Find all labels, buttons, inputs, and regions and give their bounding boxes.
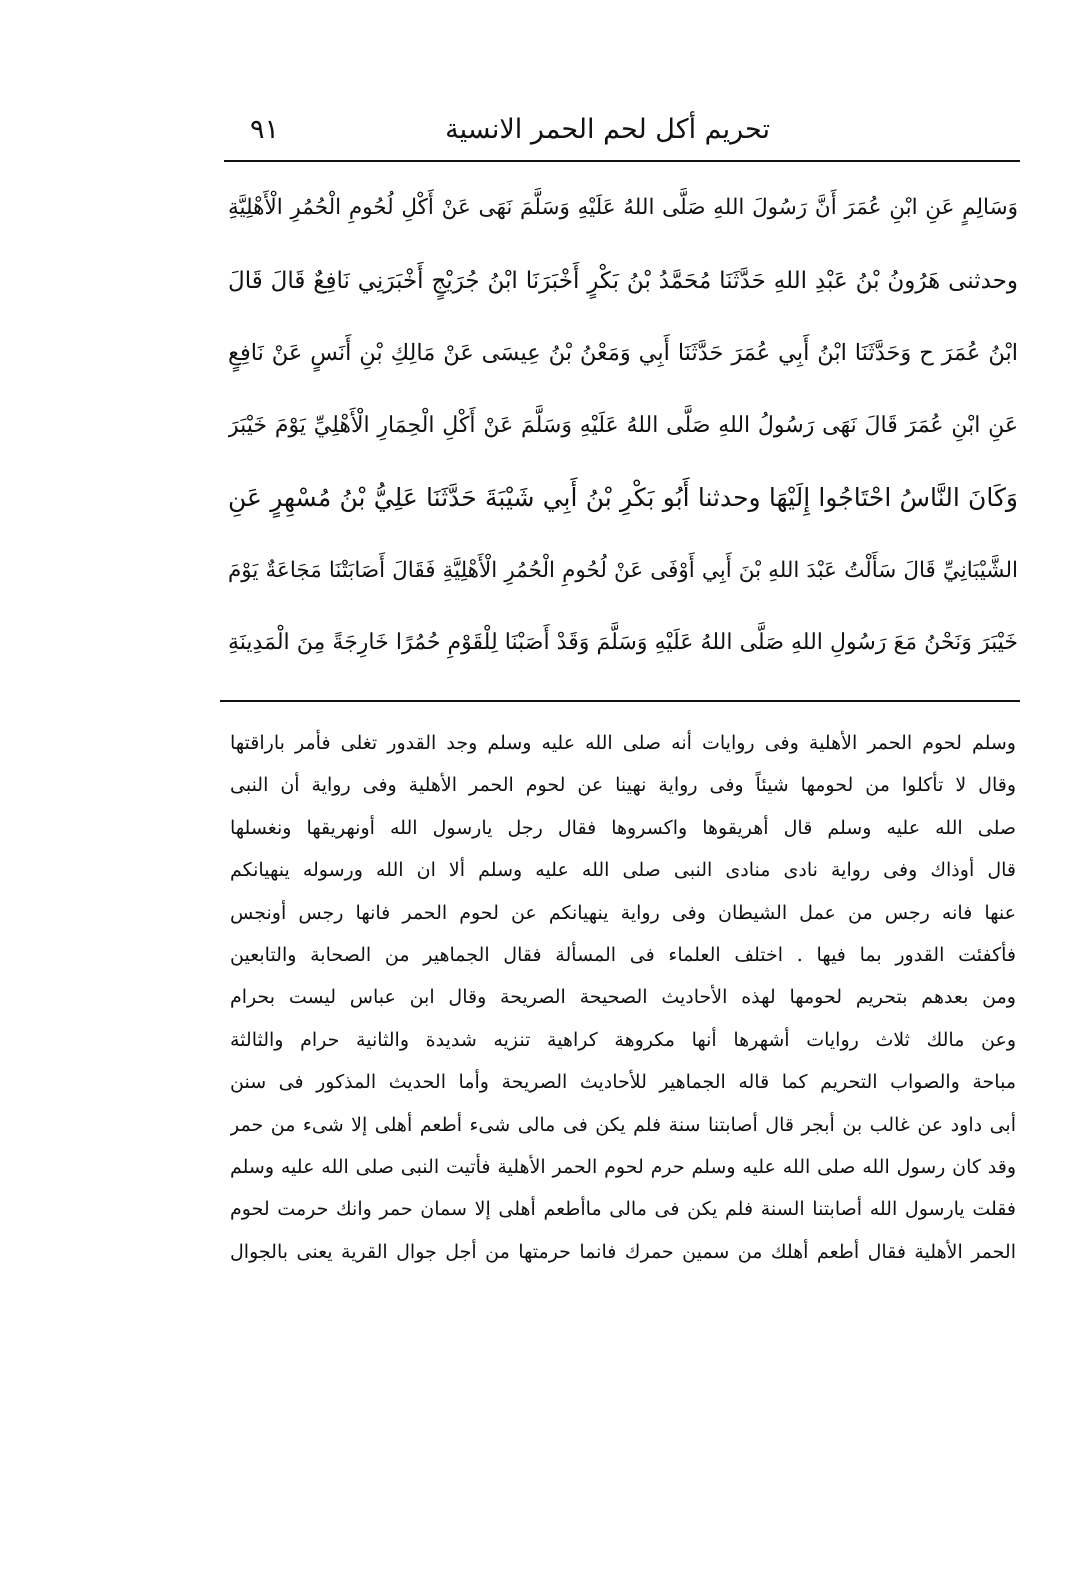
commentary-line: فأكفئت القدور بما فيها . اختلف العلماء فى المسألة فقال الجماهير من الصحابة والتابعين xyxy=(230,943,1016,966)
hadith-line: وَكَانَ النَّاسُ احْتَاجُوا إِلَيْهَا وحدثنا أَبُو بَكْرِ بْنُ أَبِي شَيْبَةَ حَدَّثَنَا عَلِيُّ بْنُ مُسْهِرٍ عَنِ xyxy=(228,483,1018,512)
running-title: تحريم أكل لحم الحمر الانسية xyxy=(445,114,770,145)
commentary-text-block xyxy=(230,722,1016,1273)
hadith-line: عَنِ ابْنِ عُمَرَ قَالَ نَهَى رَسُولُ اللهِ صَلَّى اللهُ عَلَيْهِ وَسَلَّمَ عَنْ أَكْلِ الْحِمَارِ الْأَهْلِيِّ يَوْمَ خَيْبَرَ xyxy=(228,412,1018,438)
commentary-line: مباحة والصواب التحريم كما قاله الجماهير للأحاديث الصريحة وأما الحديث المذكور فى سنن xyxy=(230,1071,1016,1094)
header-divider xyxy=(224,160,1020,162)
page-header xyxy=(230,108,1020,152)
commentary-line: عنها فانه رجس من عمل الشيطان وفى رواية ينهيانكم عن لحوم الحمر فانها رجس أونجس xyxy=(230,901,1016,924)
hadith-line: وحدثنى هَرُونُ بْنُ عَبْدِ اللهِ حَدَّثَنَا مُحَمَّدُ بْنُ بَكْرٍ أَخْبَرَنَا ابْنُ جُرَيْجٍ أَخْبَرَنِي نَافِعٌ قَالَ قَالَ xyxy=(228,267,1018,294)
hadith-line: خَيْبَرَ وَنَحْنُ مَعَ رَسُولِ اللهِ صَلَّى اللهُ عَلَيْهِ وَسَلَّمَ وَقَدْ أَصَبْنَا لِلْقَوْمِ حُمُرًا خَارِجَةً مِنَ الْمَدِينَةِ xyxy=(228,630,1018,655)
commentary-line: صلى الله عليه وسلم قال أهريقوها واكسروها فقال رجل يارسول الله أونهريقها ونغسلها xyxy=(230,816,1016,839)
page-number: ٩١ xyxy=(250,114,280,145)
section-divider xyxy=(220,700,1020,702)
hadith-line: الشَّيْبَانِيِّ قَالَ سَأَلْتُ عَبْدَ اللهِ بْنَ أَبِي أَوْفَى عَنْ لُحُومِ الْحُمُرِ الْأَهْلِيَّةِ فَقَالَ أَصَابَتْنَا مَجَاعَةٌ يَوْمَ xyxy=(228,557,1018,583)
commentary-line: الحمر الأهلية فقال أطعم أهلك من سمين حمرك فانما حرمتها من أجل جوال القرية يعنى بالجوال xyxy=(230,1240,1016,1263)
commentary-line: أبى داود عن غالب بن أبجر قال أصابتنا سنة فلم يكن فى مالى شىء أطعم أهلى إلا شىء من حمر xyxy=(230,1113,1016,1136)
commentary-line: فقلت يارسول الله أصابتنا السنة فلم يكن فى مالى ماأطعم أهلى إلا سمان حمر وانك حرمت لحوم xyxy=(230,1198,1016,1221)
hadith-line: وَسَالِمٍ عَنِ ابْنِ عُمَرَ أَنَّ رَسُولَ اللهِ صَلَّى اللهُ عَلَيْهِ وَسَلَّمَ نَهَى عَنْ أَكْلِ لُحُومِ الْحُمُرِ الْأَهْلِيَّةِ xyxy=(228,195,1018,220)
commentary-line: وعن مالك ثلاث روايات أشهرها أنها مكروهة كراهية تنزيه شديدة والثانية حرام والثالثة xyxy=(230,1028,1016,1051)
commentary-line: ومن بعدهم بتحريم لحومها لهذه الأحاديث الصحيحة الصريحة وقال ابن عباس ليست بحرام xyxy=(230,986,1016,1009)
commentary-line: قال أوذاك وفى رواية نادى منادى النبى صلى الله عليه وسلم ألا ان الله ورسوله ينهيانكم xyxy=(230,859,1016,882)
commentary-line: وسلم لحوم الحمر الأهلية وفى روايات أنه صلى الله عليه وسلم وجد القدور تغلى فأمر باراقتها xyxy=(230,732,1016,754)
hadith-line: ابْنُ عُمَرَ ح وَحَدَّثَنَا ابْنُ أَبِي عُمَرَ حَدَّثَنَا أَبِي وَمَعْنُ بْنُ عِيسَى عَنْ مَالِكِ بْنِ أَنَسٍ عَنْ نَافِعٍ xyxy=(228,340,1018,366)
commentary-line: وقد كان رسول الله صلى الله عليه وسلم حرم لحوم الحمر الأهلية فأتيت النبى صلى الله عليه وسلم xyxy=(230,1155,1016,1178)
hadith-text-block xyxy=(228,172,1018,680)
commentary-line: وقال لا تأكلوا من لحومها شيئاً وفى رواية نهينا عن لحوم الحمر الأهلية وفى رواية أن النبى xyxy=(230,774,1016,797)
